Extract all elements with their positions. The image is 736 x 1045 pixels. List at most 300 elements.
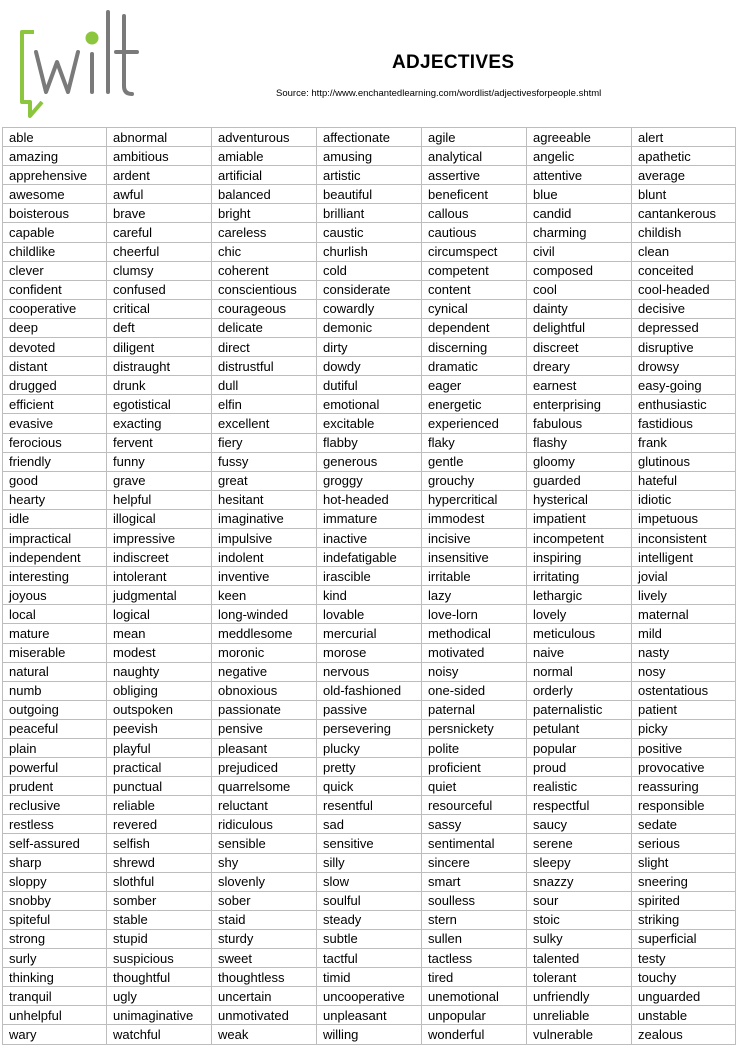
table-cell: sensitive bbox=[317, 834, 422, 853]
table-cell: outgoing bbox=[3, 700, 107, 719]
table-cell: ostentatious bbox=[632, 681, 736, 700]
table-cell: demonic bbox=[317, 318, 422, 337]
table-cell: beautiful bbox=[317, 185, 422, 204]
table-row bbox=[3, 949, 736, 968]
table-cell: blunt bbox=[632, 185, 736, 204]
table-cell: lovable bbox=[317, 605, 422, 624]
page-title: ADJECTIVES bbox=[392, 52, 515, 73]
table-cell: inactive bbox=[317, 528, 422, 547]
table-cell: stern bbox=[422, 910, 527, 929]
table-row bbox=[3, 528, 736, 547]
table-row bbox=[3, 204, 736, 223]
table-cell: nasty bbox=[632, 643, 736, 662]
table-cell: direct bbox=[212, 338, 317, 357]
table-cell: suspicious bbox=[107, 949, 212, 968]
table-cell: discerning bbox=[422, 338, 527, 357]
table-cell: ridiculous bbox=[212, 815, 317, 834]
table-cell: composed bbox=[527, 261, 632, 280]
table-cell: sloppy bbox=[3, 872, 107, 891]
table-cell: clever bbox=[3, 261, 107, 280]
table-cell: generous bbox=[317, 452, 422, 471]
table-row bbox=[3, 719, 736, 738]
table-cell: experienced bbox=[422, 414, 527, 433]
table-cell: agreeable bbox=[527, 128, 632, 147]
table-row bbox=[3, 567, 736, 586]
table-cell: civil bbox=[527, 242, 632, 261]
table-cell: boisterous bbox=[3, 204, 107, 223]
table-cell: dependent bbox=[422, 318, 527, 337]
table-cell: touchy bbox=[632, 968, 736, 987]
table-cell: conceited bbox=[632, 261, 736, 280]
table-cell: efficient bbox=[3, 395, 107, 414]
table-cell: positive bbox=[632, 739, 736, 758]
table-cell: dowdy bbox=[317, 357, 422, 376]
table-cell: apathetic bbox=[632, 147, 736, 166]
table-cell: brilliant bbox=[317, 204, 422, 223]
table-cell: sturdy bbox=[212, 929, 317, 948]
table-cell: tactful bbox=[317, 949, 422, 968]
table-cell: naive bbox=[527, 643, 632, 662]
table-cell: decisive bbox=[632, 299, 736, 318]
table-cell: modest bbox=[107, 643, 212, 662]
table-cell: respectful bbox=[527, 796, 632, 815]
table-cell: responsible bbox=[632, 796, 736, 815]
table-cell: noisy bbox=[422, 662, 527, 681]
table-row bbox=[3, 280, 736, 299]
table-cell: amazing bbox=[3, 147, 107, 166]
table-row bbox=[3, 471, 736, 490]
table-row bbox=[3, 834, 736, 853]
table-row bbox=[3, 128, 736, 147]
table-cell: uncooperative bbox=[317, 987, 422, 1006]
table-cell: steady bbox=[317, 910, 422, 929]
table-cell: jovial bbox=[632, 567, 736, 586]
table-row bbox=[3, 318, 736, 337]
table-cell: critical bbox=[107, 299, 212, 318]
table-cell: ugly bbox=[107, 987, 212, 1006]
table-cell: local bbox=[3, 605, 107, 624]
table-cell: confident bbox=[3, 280, 107, 299]
table-cell: adventurous bbox=[212, 128, 317, 147]
table-cell: bright bbox=[212, 204, 317, 223]
table-cell: coherent bbox=[212, 261, 317, 280]
table-cell: prudent bbox=[3, 777, 107, 796]
table-cell: alert bbox=[632, 128, 736, 147]
table-cell: methodical bbox=[422, 624, 527, 643]
table-cell: reluctant bbox=[212, 796, 317, 815]
table-cell: weak bbox=[212, 1025, 317, 1044]
table-cell: naughty bbox=[107, 662, 212, 681]
table-cell: drowsy bbox=[632, 357, 736, 376]
table-row bbox=[3, 853, 736, 872]
table-cell: lovely bbox=[527, 605, 632, 624]
table-cell: artificial bbox=[212, 166, 317, 185]
table-cell: indiscreet bbox=[107, 548, 212, 567]
table-row bbox=[3, 662, 736, 681]
table-cell: logical bbox=[107, 605, 212, 624]
table-cell: artistic bbox=[317, 166, 422, 185]
table-cell: love-lorn bbox=[422, 605, 527, 624]
table-cell: peaceful bbox=[3, 719, 107, 738]
table-cell: deep bbox=[3, 318, 107, 337]
table-cell: excellent bbox=[212, 414, 317, 433]
table-row bbox=[3, 185, 736, 204]
table-cell: playful bbox=[107, 739, 212, 758]
table-cell: unimaginative bbox=[107, 1006, 212, 1025]
table-cell: tactless bbox=[422, 949, 527, 968]
table-cell: motivated bbox=[422, 643, 527, 662]
table-row bbox=[3, 643, 736, 662]
table-row bbox=[3, 433, 736, 452]
table-cell: elfin bbox=[212, 395, 317, 414]
table-cell: timid bbox=[317, 968, 422, 987]
table-cell: cheerful bbox=[107, 242, 212, 261]
table-cell: powerful bbox=[3, 758, 107, 777]
table-cell: circumspect bbox=[422, 242, 527, 261]
table-cell: immodest bbox=[422, 509, 527, 528]
table-cell: thoughtless bbox=[212, 968, 317, 987]
table-cell: orderly bbox=[527, 681, 632, 700]
table-cell: distant bbox=[3, 357, 107, 376]
table-cell: selfish bbox=[107, 834, 212, 853]
table-cell: dreary bbox=[527, 357, 632, 376]
table-cell: intelligent bbox=[632, 548, 736, 567]
table-cell: inconsistent bbox=[632, 528, 736, 547]
table-cell: hearty bbox=[3, 490, 107, 509]
table-cell: polite bbox=[422, 739, 527, 758]
table-cell: soulless bbox=[422, 891, 527, 910]
table-row bbox=[3, 968, 736, 987]
table-cell: groggy bbox=[317, 471, 422, 490]
table-row bbox=[3, 452, 736, 471]
table-row bbox=[3, 605, 736, 624]
table-cell: candid bbox=[527, 204, 632, 223]
table-cell: soulful bbox=[317, 891, 422, 910]
table-cell: superficial bbox=[632, 929, 736, 948]
table-cell: shrewd bbox=[107, 853, 212, 872]
table-cell: hateful bbox=[632, 471, 736, 490]
table-cell: judgmental bbox=[107, 586, 212, 605]
table-cell: resourceful bbox=[422, 796, 527, 815]
table-cell: kind bbox=[317, 586, 422, 605]
table-cell: patient bbox=[632, 700, 736, 719]
table-cell: dirty bbox=[317, 338, 422, 357]
table-row bbox=[3, 910, 736, 929]
table-row bbox=[3, 987, 736, 1006]
table-cell: drugged bbox=[3, 376, 107, 395]
table-cell: shy bbox=[212, 853, 317, 872]
table-cell: outspoken bbox=[107, 700, 212, 719]
table-cell: disruptive bbox=[632, 338, 736, 357]
table-cell: plucky bbox=[317, 739, 422, 758]
table-cell: indefatigable bbox=[317, 548, 422, 567]
table-cell: one-sided bbox=[422, 681, 527, 700]
table-cell: inventive bbox=[212, 567, 317, 586]
table-cell: careless bbox=[212, 223, 317, 242]
table-cell: incompetent bbox=[527, 528, 632, 547]
table-cell: passionate bbox=[212, 700, 317, 719]
table-cell: talented bbox=[527, 949, 632, 968]
table-cell: staid bbox=[212, 910, 317, 929]
table-cell: glutinous bbox=[632, 452, 736, 471]
table-cell: sensible bbox=[212, 834, 317, 853]
table-cell: normal bbox=[527, 662, 632, 681]
table-cell: wary bbox=[3, 1025, 107, 1044]
table-cell: earnest bbox=[527, 376, 632, 395]
table-row bbox=[3, 891, 736, 910]
table-cell: cold bbox=[317, 261, 422, 280]
table-cell: long-winded bbox=[212, 605, 317, 624]
table-cell: reclusive bbox=[3, 796, 107, 815]
table-cell: friendly bbox=[3, 452, 107, 471]
table-cell: cantankerous bbox=[632, 204, 736, 223]
table-cell: serious bbox=[632, 834, 736, 853]
table-cell: smart bbox=[422, 872, 527, 891]
table-cell: discreet bbox=[527, 338, 632, 357]
table-cell: immature bbox=[317, 509, 422, 528]
table-cell: affectionate bbox=[317, 128, 422, 147]
table-cell: courageous bbox=[212, 299, 317, 318]
table-cell: angelic bbox=[527, 147, 632, 166]
table-cell: morose bbox=[317, 643, 422, 662]
table-cell: enterprising bbox=[527, 395, 632, 414]
table-row bbox=[3, 414, 736, 433]
table-cell: exacting bbox=[107, 414, 212, 433]
table-cell: funny bbox=[107, 452, 212, 471]
table-cell: tolerant bbox=[527, 968, 632, 987]
table-cell: pretty bbox=[317, 758, 422, 777]
table-cell: surly bbox=[3, 949, 107, 968]
table-cell: vulnerable bbox=[527, 1025, 632, 1044]
table-cell: thoughtful bbox=[107, 968, 212, 987]
table-cell: insensitive bbox=[422, 548, 527, 567]
table-cell: agile bbox=[422, 128, 527, 147]
table-cell: revered bbox=[107, 815, 212, 834]
table-cell: idiotic bbox=[632, 490, 736, 509]
table-cell: chic bbox=[212, 242, 317, 261]
table-cell: sincere bbox=[422, 853, 527, 872]
table-row bbox=[3, 586, 736, 605]
table-cell: reassuring bbox=[632, 777, 736, 796]
table-cell: popular bbox=[527, 739, 632, 758]
table-cell: impractical bbox=[3, 528, 107, 547]
table-cell: unreliable bbox=[527, 1006, 632, 1025]
table-cell: incisive bbox=[422, 528, 527, 547]
table-cell: cooperative bbox=[3, 299, 107, 318]
table-cell: old-fashioned bbox=[317, 681, 422, 700]
table-cell: conscientious bbox=[212, 280, 317, 299]
table-cell: sedate bbox=[632, 815, 736, 834]
table-cell: delightful bbox=[527, 318, 632, 337]
table-cell: dramatic bbox=[422, 357, 527, 376]
table-cell: self-assured bbox=[3, 834, 107, 853]
table-cell: joyous bbox=[3, 586, 107, 605]
table-cell: quick bbox=[317, 777, 422, 796]
table-cell: hot-headed bbox=[317, 490, 422, 509]
table-cell: dutiful bbox=[317, 376, 422, 395]
table-cell: numb bbox=[3, 681, 107, 700]
table-cell: sentimental bbox=[422, 834, 527, 853]
table-cell: gloomy bbox=[527, 452, 632, 471]
table-cell: excitable bbox=[317, 414, 422, 433]
table-cell: ferocious bbox=[3, 433, 107, 452]
table-cell: mercurial bbox=[317, 624, 422, 643]
table-cell: tired bbox=[422, 968, 527, 987]
table-cell: punctual bbox=[107, 777, 212, 796]
table-cell: guarded bbox=[527, 471, 632, 490]
table-cell: impulsive bbox=[212, 528, 317, 547]
table-cell: obnoxious bbox=[212, 681, 317, 700]
table-row bbox=[3, 548, 736, 567]
table-cell: peevish bbox=[107, 719, 212, 738]
table-cell: spirited bbox=[632, 891, 736, 910]
table-cell: frank bbox=[632, 433, 736, 452]
table-cell: distraught bbox=[107, 357, 212, 376]
table-row bbox=[3, 242, 736, 261]
adjectives-table bbox=[2, 127, 736, 1045]
table-cell: cool bbox=[527, 280, 632, 299]
wilt-logo bbox=[16, 6, 140, 118]
table-cell: moronic bbox=[212, 643, 317, 662]
table-cell: imaginative bbox=[212, 509, 317, 528]
table-cell: fervent bbox=[107, 433, 212, 452]
table-cell: average bbox=[632, 166, 736, 185]
table-cell: plain bbox=[3, 739, 107, 758]
table-cell: obliging bbox=[107, 681, 212, 700]
table-cell: resentful bbox=[317, 796, 422, 815]
table-cell: prejudiced bbox=[212, 758, 317, 777]
table-cell: idle bbox=[3, 509, 107, 528]
table-cell: competent bbox=[422, 261, 527, 280]
table-cell: willing bbox=[317, 1025, 422, 1044]
table-cell: hesitant bbox=[212, 490, 317, 509]
table-cell: slight bbox=[632, 853, 736, 872]
table-cell: dainty bbox=[527, 299, 632, 318]
source-line: Source: http://www.enchantedlearning.com/wordlist/adjectivesforpeople.shtml bbox=[276, 88, 602, 99]
table-row bbox=[3, 223, 736, 242]
table-row bbox=[3, 147, 736, 166]
table-cell: emotional bbox=[317, 395, 422, 414]
table-cell: careful bbox=[107, 223, 212, 242]
table-cell: inspiring bbox=[527, 548, 632, 567]
table-cell: caustic bbox=[317, 223, 422, 242]
table-cell: apprehensive bbox=[3, 166, 107, 185]
table-row bbox=[3, 1025, 736, 1044]
table-cell: interesting bbox=[3, 567, 107, 586]
table-cell: childish bbox=[632, 223, 736, 242]
table-cell: evasive bbox=[3, 414, 107, 433]
table-cell: quarrelsome bbox=[212, 777, 317, 796]
table-cell: brave bbox=[107, 204, 212, 223]
table-cell: proud bbox=[527, 758, 632, 777]
table-cell: childlike bbox=[3, 242, 107, 261]
table-cell: unpopular bbox=[422, 1006, 527, 1025]
table-cell: depressed bbox=[632, 318, 736, 337]
table-cell: sour bbox=[527, 891, 632, 910]
table-cell: enthusiastic bbox=[632, 395, 736, 414]
table-cell: great bbox=[212, 471, 317, 490]
table-row bbox=[3, 395, 736, 414]
table-cell: serene bbox=[527, 834, 632, 853]
table-cell: attentive bbox=[527, 166, 632, 185]
table-cell: saucy bbox=[527, 815, 632, 834]
table-cell: hypercritical bbox=[422, 490, 527, 509]
table-cell: wonderful bbox=[422, 1025, 527, 1044]
table-cell: amusing bbox=[317, 147, 422, 166]
table-cell: cynical bbox=[422, 299, 527, 318]
table-cell: fiery bbox=[212, 433, 317, 452]
table-cell: indolent bbox=[212, 548, 317, 567]
table-cell: impetuous bbox=[632, 509, 736, 528]
table-cell: quiet bbox=[422, 777, 527, 796]
table-cell: amiable bbox=[212, 147, 317, 166]
table-cell: impressive bbox=[107, 528, 212, 547]
table-row bbox=[3, 872, 736, 891]
table-cell: assertive bbox=[422, 166, 527, 185]
table-cell: deft bbox=[107, 318, 212, 337]
table-cell: sneering bbox=[632, 872, 736, 891]
table-cell: lethargic bbox=[527, 586, 632, 605]
table-cell: strong bbox=[3, 929, 107, 948]
table-cell: snazzy bbox=[527, 872, 632, 891]
table-row bbox=[3, 166, 736, 185]
table-cell: flashy bbox=[527, 433, 632, 452]
table-cell: unfriendly bbox=[527, 987, 632, 1006]
table-cell: sharp bbox=[3, 853, 107, 872]
table-cell: unmotivated bbox=[212, 1006, 317, 1025]
table-cell: provocative bbox=[632, 758, 736, 777]
table-row bbox=[3, 261, 736, 280]
table-row bbox=[3, 815, 736, 834]
table-cell: illogical bbox=[107, 509, 212, 528]
table-cell: awesome bbox=[3, 185, 107, 204]
table-cell: fastidious bbox=[632, 414, 736, 433]
table-row bbox=[3, 681, 736, 700]
table-cell: stupid bbox=[107, 929, 212, 948]
table-cell: unpleasant bbox=[317, 1006, 422, 1025]
table-cell: passive bbox=[317, 700, 422, 719]
table-cell: charming bbox=[527, 223, 632, 242]
table-cell: meddlesome bbox=[212, 624, 317, 643]
table-cell: lively bbox=[632, 586, 736, 605]
table-cell: mean bbox=[107, 624, 212, 643]
table-cell: pensive bbox=[212, 719, 317, 738]
table-cell: ambitious bbox=[107, 147, 212, 166]
table-cell: spiteful bbox=[3, 910, 107, 929]
table-cell: keen bbox=[212, 586, 317, 605]
table-cell: meticulous bbox=[527, 624, 632, 643]
table-row bbox=[3, 1006, 736, 1025]
table-cell: maternal bbox=[632, 605, 736, 624]
table-cell: nervous bbox=[317, 662, 422, 681]
table-cell: cowardly bbox=[317, 299, 422, 318]
table-cell: dull bbox=[212, 376, 317, 395]
table-row bbox=[3, 796, 736, 815]
table-cell: realistic bbox=[527, 777, 632, 796]
table-cell: slow bbox=[317, 872, 422, 891]
table-cell: petulant bbox=[527, 719, 632, 738]
table-cell: flabby bbox=[317, 433, 422, 452]
table-cell: clean bbox=[632, 242, 736, 261]
table-cell: intolerant bbox=[107, 567, 212, 586]
table-row bbox=[3, 739, 736, 758]
table-cell: persnickety bbox=[422, 719, 527, 738]
table-cell: stable bbox=[107, 910, 212, 929]
table-cell: sad bbox=[317, 815, 422, 834]
table-cell: impatient bbox=[527, 509, 632, 528]
table-cell: abnormal bbox=[107, 128, 212, 147]
table-cell: snobby bbox=[3, 891, 107, 910]
